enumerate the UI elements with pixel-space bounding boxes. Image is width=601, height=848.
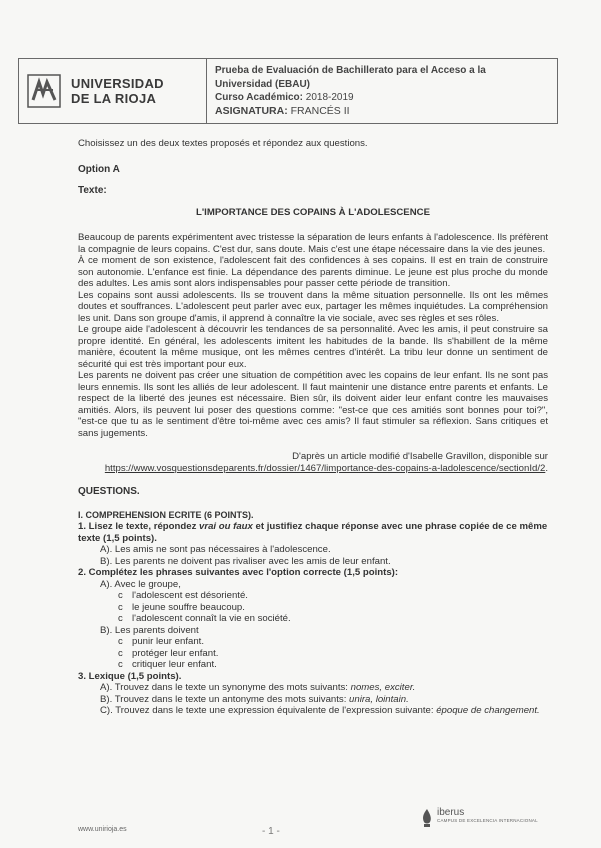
bullet-icon: c [118, 590, 123, 601]
option-item: c l'adolescent est désorienté. [118, 590, 248, 601]
bullet-icon: c [118, 636, 123, 647]
question-2: 2. Complétez les phrases suivantes avec l'option correcte (1,5 points): [78, 567, 399, 578]
question-2-b: B). Les parents doivent [100, 624, 199, 636]
article-body [78, 232, 548, 439]
exam-info [207, 59, 557, 123]
question-2-a: A). Avec le groupe, [100, 578, 181, 590]
question-3: 3. Lexique (1,5 points). [78, 670, 182, 682]
exam-header [18, 58, 558, 124]
option-heading: Option A [78, 163, 120, 175]
questions-heading: QUESTIONS. [78, 486, 140, 497]
bullet-icon: c [118, 601, 123, 613]
document-content [78, 138, 548, 717]
article-paragraph: Les parents ne doivent pas créer une situation de compétition avec les copains de leur enfant. Ils ne sont pas leurs ennemis. Ils sont les alliés de leur adolescent. Il faut maintenir une distance entre parents et enfants. Le respect de la liberté des jeunes est nécessaire. Bien sûr, ils doivent aider leur enfant contre les mauvaises amitiés. Alors, ils peuvent lui poser des questions comme: "est-ce que ces amitiés sont bonnes pour toi?", "est-ce que tu as le sentiment d'être toi-même avec ces amis? Il faut stimuler sa réflexion. Sans critiques et sans jugements. [78, 370, 548, 439]
source-link[interactable]: https://www.vosquestionsdeparents.fr/dossier/1467/limportance-des-copains-a-ladolescence/sectionId/2 [104, 462, 546, 474]
article-source: D'après un article modifié d'Isabelle Gravillon, disponible sur https://www.vosquestionsdeparents.fr/dossier/1467/limportance-des-copains-a-ladolescence/sectionId/2. [104, 451, 548, 474]
article-title: L'IMPORTANCE DES COPAINS À L'ADOLESCENCE [196, 206, 430, 218]
section-comprehension: I. COMPREHENSION ECRITE (6 POINTS). [78, 509, 254, 520]
subject-line: ASIGNATURA: FRANCÉS II [215, 104, 350, 117]
question-3-c: C). Trouvez dans le texte une expression équivalente de l'expression suivante: époque de changement. [100, 705, 540, 716]
article-paragraph: Les copains sont aussi adolescents. Ils se trouvent dans la même situation personnelle. Ils ont les mêmes doutes et souffrances. L'adolescent peut parler avec eux, partager les mêmes inquiétudes. La compréhension les unit. Dans son groupe d'amis, il apprend à connaître la vie sociale, avec ses règles et ses rôles. [78, 289, 548, 324]
course-line: Curso Académico: 2018-2019 [215, 92, 354, 103]
question-3-b: B). Trouvez dans le texte un antonyme des mots suivants: unira, lointain. [100, 693, 409, 705]
article-paragraph: Le groupe aide l'adolescent à découvrir les tendances de sa personnalité. Avec les amis, il peut construire sa propre identité. En général, les adolescents imitent les habitudes de la bande. Ils s'habillent de la même manière, écoutent la même musique, ont les mêmes centres d'intérêt. La tribu leur donne un sentiment de sécurité qui est très important pour eux. [78, 324, 548, 370]
university-logo-cell [19, 59, 207, 123]
option-item: c punir leur enfant. [118, 636, 204, 647]
question-1-a: A). Les amis ne sont pas nécessaires à l'adolescence. [100, 544, 331, 555]
iberus-subtitle: CAMPUS DE EXCELENCIA INTERNACIONAL [437, 818, 538, 823]
option-item: c l'adolescent connaît la vie en société. [118, 613, 291, 624]
university-logo-icon [27, 74, 61, 108]
option-item: c le jeune souffre beaucoup. [118, 601, 245, 613]
page-number: - 1 - [262, 826, 280, 837]
footer-website: www.unirioja.es [78, 826, 127, 833]
bullet-icon: c [118, 613, 123, 624]
option-item: c protéger leur enfant. [118, 647, 219, 659]
university-name: UNIVERSIDAD DE LA RIOJA [71, 76, 164, 106]
question-1-b: B). Les parents ne doivent pas rivaliser avec les amis de leur enfant. [100, 555, 391, 567]
instructions: Choisissez un des deux textes proposés et répondez aux questions. [78, 138, 368, 149]
iberus-logo [420, 808, 538, 828]
article-paragraph: À ce moment de son existence, l'adolescent fait des confidences à ses copains. Il est en train de construire son autonomie. L'enfance est finie. La dépendance des parents diminue. Le jeune est plus proche du monde des adultes. Les amis sont alors indispensables pour passer cette période de transition. [78, 255, 548, 289]
question-1: 1. Lisez le texte, répondez vrai ou faux et justifiez chaque réponse avec une phrase copiée de ce même texte (1,5 points). [78, 521, 548, 544]
exam-title-line1: Prueba de Evaluación de Bachillerato para el Acceso a la [215, 65, 486, 76]
texte-label: Texte: [78, 185, 107, 196]
article-paragraph: Beaucoup de parents expérimentent avec tristesse la séparation de leurs enfants à l'adolescence. Ils préfèrent la compagnie de leurs copains. C'est dur, sans doute. Mais c'est une étape nécessaire dans la vie des jeunes. [78, 232, 548, 255]
question-3-a: A). Trouvez dans le texte un synonyme des mots suivants: nomes, exciter. [100, 682, 416, 693]
iberus-flame-icon [420, 808, 434, 828]
iberus-brand: iberus [437, 807, 465, 818]
exam-title-line2: Universidad (EBAU) [215, 78, 311, 90]
bullet-icon: c [118, 659, 123, 670]
bullet-icon: c [118, 647, 123, 659]
option-item: c critiquer leur enfant. [118, 659, 217, 670]
